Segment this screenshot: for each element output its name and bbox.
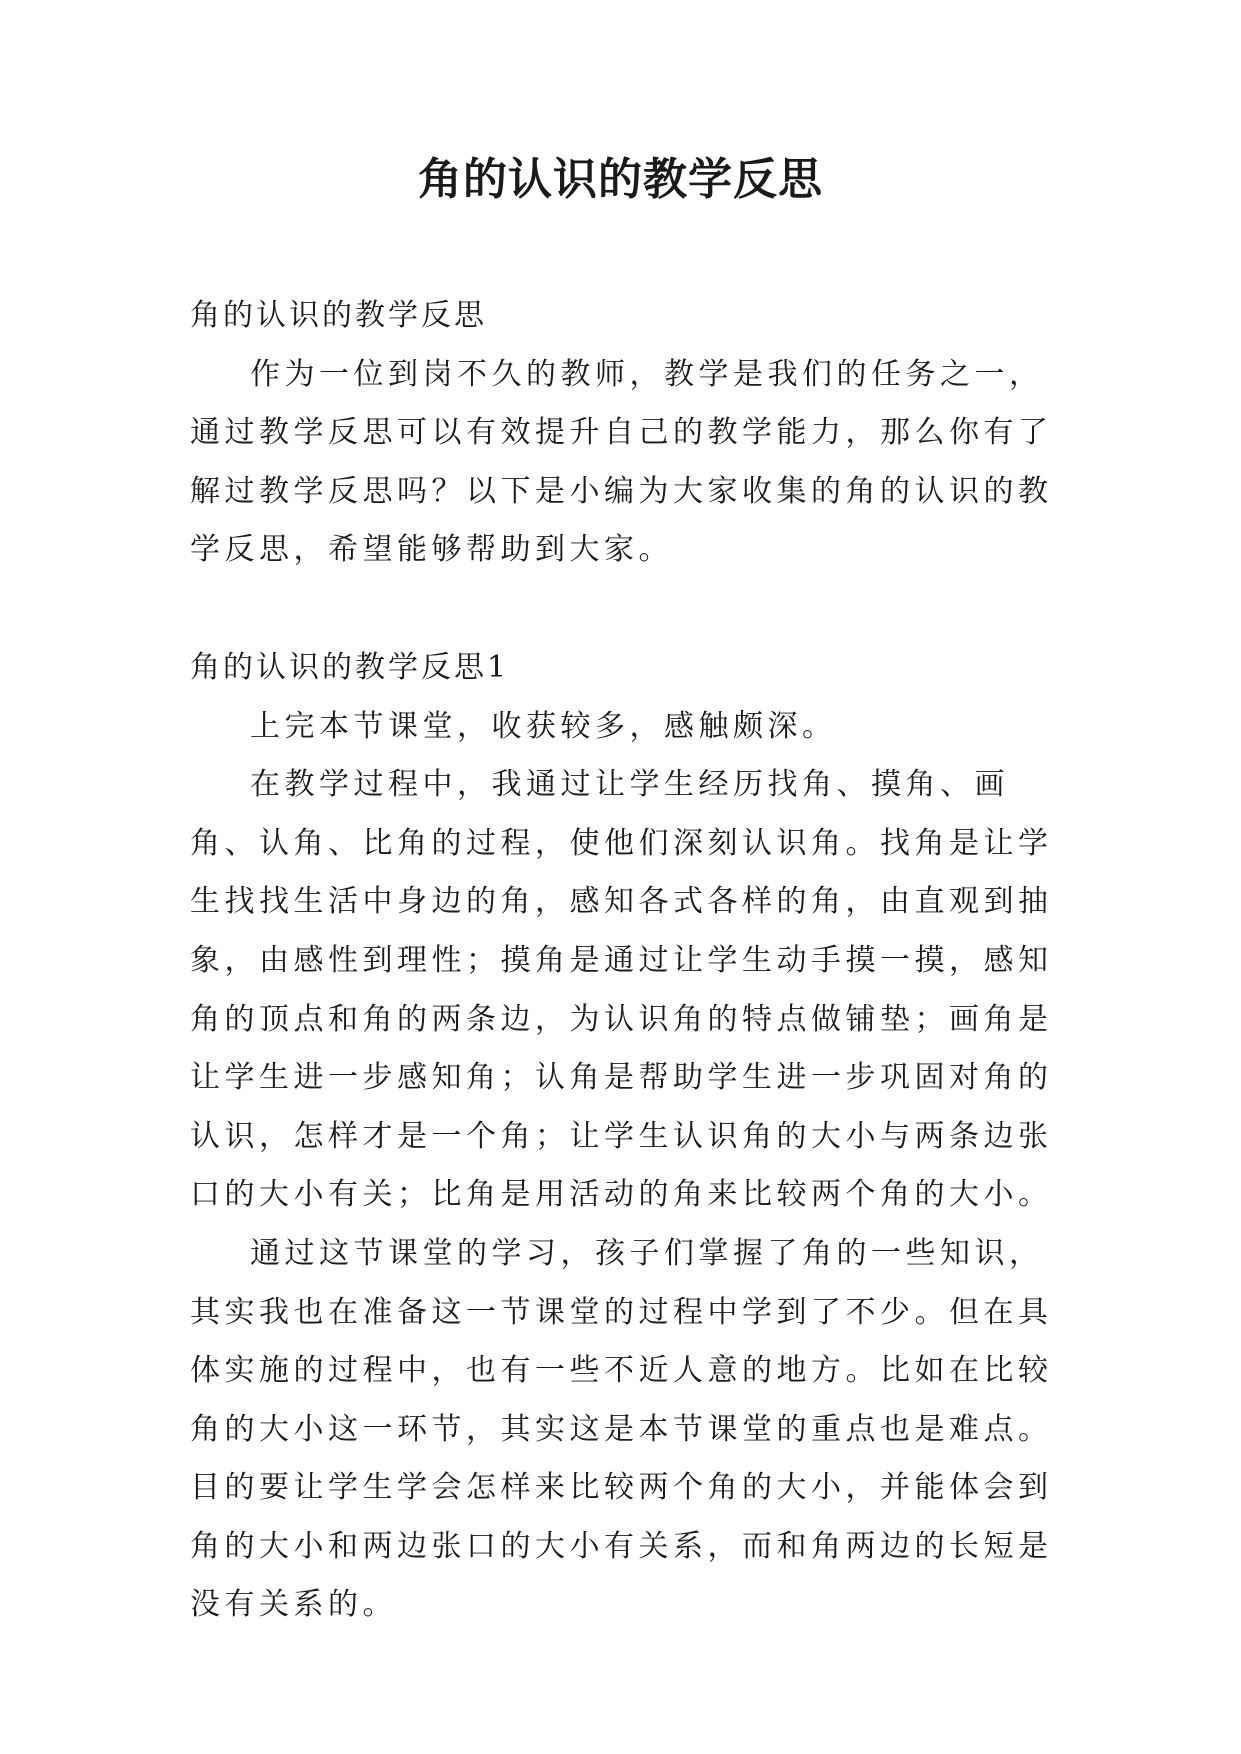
body-paragraph: 在教学过程中，我通过让学生经历找角、摸角、画角、认角、比角的过程，使他们深刻认识角。找角是让学生找找生活中身边的角，感知各式各样的角，由直观到抽象，由感性到理性；摸角是通过让学生动手摸一摸，感知角的顶点和角的两条边，为认识角的特点做铺垫；画角是让学生进一步感知角；认角是帮助学生进一步巩固对角的认识，怎样才是一个角；让学生认识角的大小与两条边张口的大小有关；比角是用活动的角来比较两个角的大小。 [190,767,1053,1213]
intro-paragraph: 作为一位到岗不久的教师，教学是我们的任务之一，通过教学反思可以有效提升自己的教学能力，那么你有了解过教学反思吗？以下是小编为大家收集的角的认识的教学反思，希望能够帮助到大家。 [190,356,1053,568]
document-body [190,287,1060,1635]
document-title: 角的认识的教学反思 [418,154,823,205]
section-spacer [190,580,1060,639]
body-paragraph: 通过这节课堂的学习，孩子们掌握了角的一些知识，其实我也在准备这一节课堂的过程中学到了不少。但在具体实施的过程中，也有一些不近人意的地方。比如在比较角的大小这一环节，其实这是本节课堂的重点也是难点。目的要让学生学会怎样来比较两个角的大小，并能体会到角的大小和两边张口的大小有关系，而和角两边的长短是没有关系的。 [190,1235,1053,1623]
intro-heading: 角的认识的教学反思 [190,298,487,333]
section-heading: 角的认识的教学反思1 [190,649,510,685]
body-paragraph: 上完本节课堂，收获较多，感触颇深。 [250,708,837,744]
